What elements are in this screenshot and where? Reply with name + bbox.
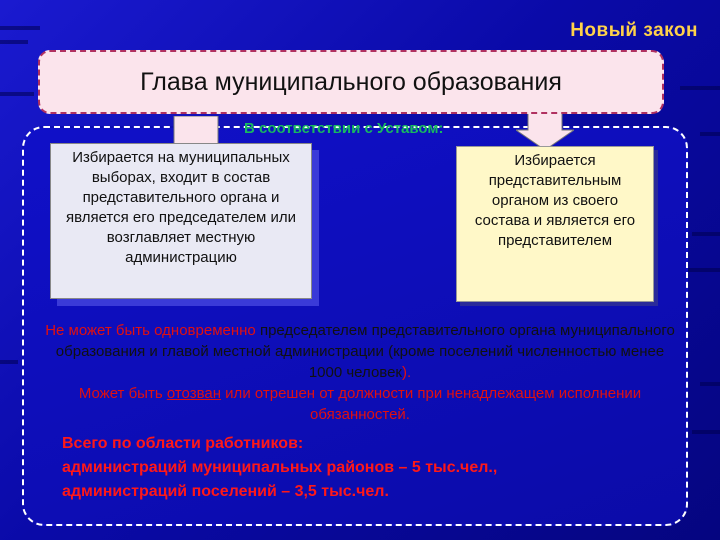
totals-settlements: администраций поселений – 3,5 тыс.чел. [62, 483, 389, 500]
left-info-box: Избирается на муниципальных выборах, входит в состав представительного органа и является его председателем или возглавляет местную администрацию [50, 143, 312, 299]
note-red-start: Не может быть одновременно [45, 322, 256, 339]
charter-note: В соответствии с Уставом: [244, 120, 444, 137]
note-red-end: ). [402, 364, 412, 381]
header-title: Новый закон [570, 20, 698, 41]
totals-districts: администраций муниципальных районов – 5 тыс.чел., [62, 459, 498, 476]
recall-link-text: отозван [166, 385, 222, 402]
note-dark-part: председателем представительного органа муниципального образования и главой местной администрации (кроме поселений численностью менее 1000 человек [55, 322, 675, 381]
totals-heading: Всего по области работников: [62, 435, 304, 452]
restrictions-note [40, 320, 680, 425]
main-title: Глава муниципального образования [38, 50, 664, 114]
recall-note-end: или отрешен от должности при ненадлежащем исполнении обязанностей. [221, 385, 642, 423]
totals-block [62, 432, 682, 504]
right-info-box: Избирается представительным органом из своего состава и является его представителем [456, 146, 654, 302]
recall-note-start: Может быть [78, 385, 167, 402]
arrow-down-right-icon [516, 112, 574, 150]
